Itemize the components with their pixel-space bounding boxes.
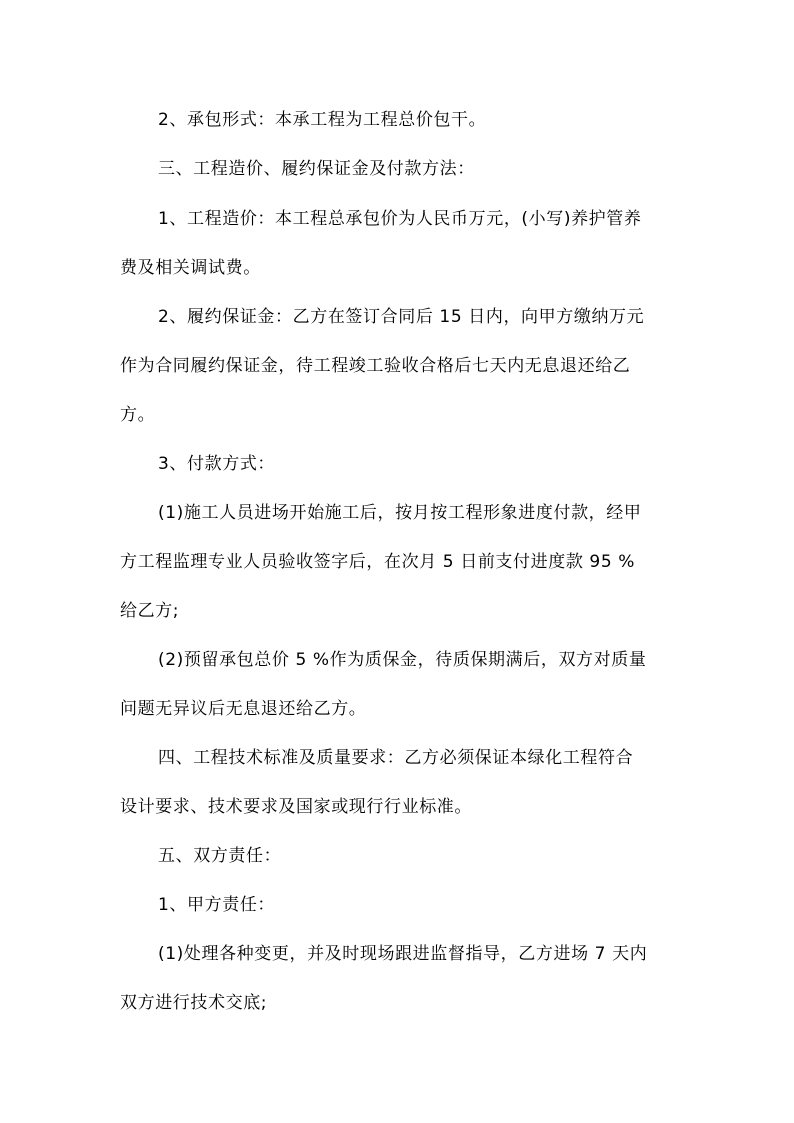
section-heading: 三、工程造价、履约保证金及付款方法： xyxy=(158,159,475,179)
paragraph-line: 1、工程造价：本工程总承包价为人民币万元，(小写)养护管养 xyxy=(158,209,642,229)
paragraph-line: 方工程监理专业人员验收签字后，在次月 5 日前支付进度款 95 % xyxy=(120,552,636,572)
paragraph-line: 2、承包形式：本承工程为工程总价包干。 xyxy=(158,110,487,130)
section-heading: 五、双方责任： xyxy=(158,846,282,866)
section-heading: 四、工程技术标准及质量要求：乙方必须保证本绿化工程符合 xyxy=(158,748,634,768)
paragraph-line: (2)预留承包总价 5 %作为质保金，待质保期满后，双方对质量 xyxy=(158,650,647,670)
paragraph-line: 给乙方; xyxy=(120,601,180,621)
paragraph-line: (1)施工人员进场开始施工后，按月按工程形象进度付款，经甲 xyxy=(158,503,642,523)
paragraph-line: 1、甲方责任： xyxy=(158,895,276,915)
paragraph-line: 方。 xyxy=(120,405,156,425)
paragraph-line: 双方进行技术交底; xyxy=(120,993,268,1013)
paragraph-line: 3、付款方式： xyxy=(158,454,276,474)
paragraph-line: 2、履约保证金：乙方在签订合同后 15 日内，向甲方缴纳万元 xyxy=(158,307,645,327)
paragraph-line: 问题无异议后无息退还给乙方。 xyxy=(120,699,367,719)
paragraph-line: (1)处理各种变更，并及时现场跟进监督指导，乙方进场 7 天内 xyxy=(158,944,648,964)
paragraph-line: 作为合同履约保证金，待工程竣工验收合格后七天内无息退还给乙 xyxy=(120,356,631,376)
paragraph-line: 设计要求、技术要求及国家或现行行业标准。 xyxy=(120,797,472,817)
paragraph-line: 费及相关调试费。 xyxy=(120,258,261,278)
